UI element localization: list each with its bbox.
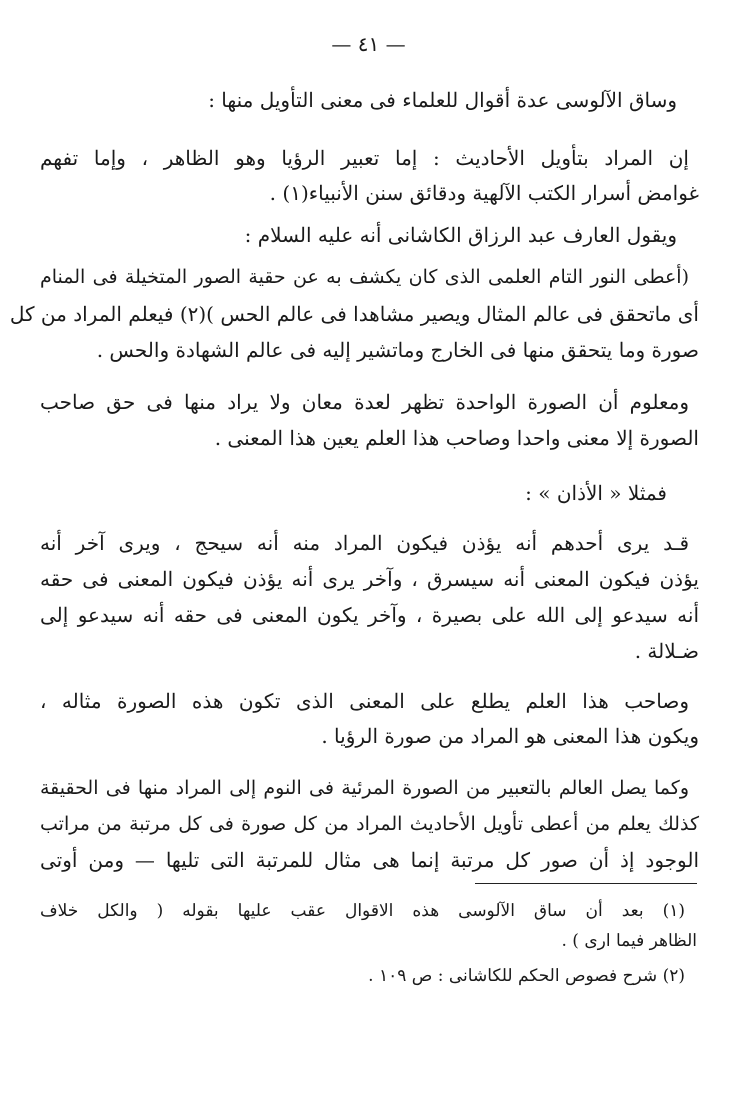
- example-heading: فمثلا « الأذان » :: [525, 481, 667, 505]
- text-line: ومعلوم أن الصورة الواحدة تظهر لعدة معان ولا يراد منها فى حق صاحب: [40, 390, 689, 414]
- text-line: قـد يرى أحدهم أنه يؤذن فيكون المراد منه أنه سيحج ، ويرى آخر أنه: [40, 531, 689, 555]
- text-line: أى ماتحقق فى عالم المثال ويصير مشاهدا فى عالم الحس )(٢) فيعلم المراد من كل: [9, 302, 699, 326]
- text-line: ضـلالة .: [634, 639, 699, 663]
- text-line: إن المراد بتأويل الأحاديث : إما تعبير الرؤيا وهو الظاهر ، وإما تفهم: [40, 146, 689, 170]
- footnote-line: (٢) شرح فصوص الحكم للكاشانى : ص ١٠٩ .: [368, 966, 685, 986]
- text-line: غوامض أسرار الكتب الآلهية ودقائق سنن الأنبياء(١) .: [269, 181, 699, 205]
- text-line: ويكون هذا المعنى هو المراد من صورة الرؤيا .: [321, 724, 699, 748]
- text-line: صورة وما يتحقق منها فى الخارج وماتشير إليه فى عالم الشهادة والحس .: [96, 338, 699, 362]
- text-line: (أعطى النور التام العلمى الذى كان يكشف به عن حقية الصور المتخيلة فى المنام: [40, 266, 689, 288]
- text-line: كذلك يعلم من أعطى تأويل الأحاديث المراد من كل صورة فى كل مرتبة من مراتب: [40, 813, 699, 835]
- text-line: وصاحب هذا العلم يطلع على المعنى الذى تكون هذه الصورة مثاله ،: [40, 689, 689, 713]
- text-line: يؤذن فيكون المعنى أنه سيسرق ، وآخر يرى أنه يؤذن فيكون المعنى فى حقه: [40, 567, 699, 591]
- text-line: وكما يصل العالم بالتعبير من الصورة المرئية فى النوم إلى المراد منها فى الحقيقة: [40, 777, 689, 799]
- footnote-line: الظاهر فيما ارى ) .: [561, 931, 697, 951]
- footnote-line: (١) بعد أن ساق الآلوسى هذه الاقوال عقب عليها بقوله ( والكل خلاف: [40, 901, 685, 921]
- text-line: الوجود إذ أن صور كل مرتبة إنما هى مثال للمرتبة التى تليها — ومن أوتى: [40, 848, 699, 872]
- text-line: الصورة إلا معنى واحدا وصاحب هذا العلم يعين هذا المعنى .: [214, 426, 699, 450]
- text-line: ويقول العارف عبد الرزاق الكاشانى أنه عليه السلام :: [244, 223, 677, 247]
- text-line: وساق الآلوسى عدة أقوال للعلماء فى معنى التأويل منها :: [208, 88, 677, 112]
- text-line: أنه سيدعو إلى الله على بصيرة ، وآخر يكون المعنى فى حقه أنه سيدعو إلى: [40, 603, 699, 627]
- page-number-header: — ٤١ —: [331, 32, 406, 56]
- footnote-divider: [475, 883, 697, 884]
